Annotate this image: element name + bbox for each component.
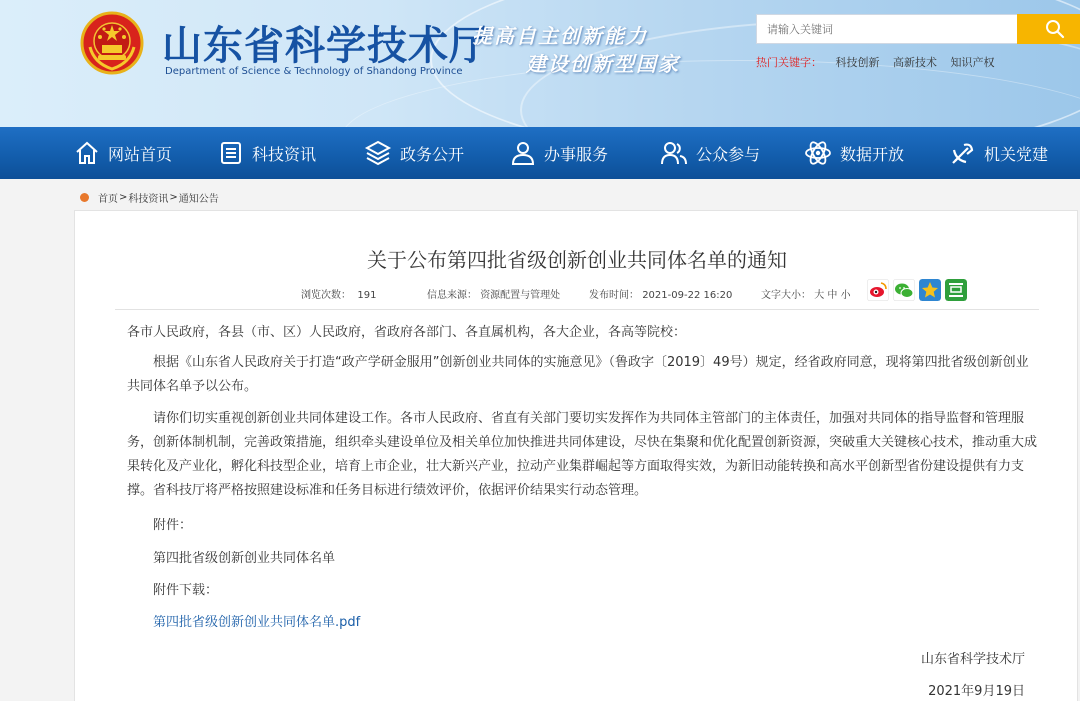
nav-item-party[interactable] [950,127,1048,179]
home-icon [74,140,100,166]
time-meta [589,286,732,301]
font-size-meta [761,286,851,301]
breadcrumb-separator: > [119,192,128,203]
hot-keywords-label: 热门关键字： [756,56,822,69]
national-emblem-icon [80,11,144,75]
time-value: 2021-09-22 16:20 [642,290,733,301]
hot-keyword-link[interactable]: 知识产权 [950,56,995,69]
breadcrumb-link-notices[interactable]: 通知公告 [178,194,219,205]
nav-item-news[interactable] [218,127,316,179]
source-value: 资源配置与管理处 [480,290,561,301]
slogan-line-2: 建设创新型国家 [526,52,680,76]
search-button[interactable] [1017,14,1080,44]
site-title: 山东省科学技术厅 [162,23,490,69]
news-icon [218,140,244,166]
atom-icon [804,139,832,167]
wechat-icon[interactable] [893,279,915,301]
font-size-label: 文字大小： [761,290,811,301]
attachment-download-link[interactable]: 第四批省级创新创业共同体名单.pdf [153,615,361,630]
douban-icon[interactable] [945,279,967,301]
attachment-name: 第四批省级创新创业共同体名单 [153,551,336,566]
qzone-icon[interactable] [919,279,941,301]
nav-label: 机关党建 [984,144,1049,164]
nav-item-services[interactable] [510,127,608,179]
nav-item-home[interactable] [74,127,172,179]
search-icon [1045,19,1065,39]
breadcrumb-link-home[interactable]: 首页 [98,194,118,205]
nav-label: 政务公开 [400,144,465,164]
nav-item-open-data[interactable] [804,127,904,179]
views-count: 191 [357,290,377,301]
search-input[interactable] [757,15,1017,43]
nav-label: 网站首页 [108,144,173,164]
nav-label: 数据开放 [840,144,905,164]
attachment-label: 附件： [153,518,193,533]
breadcrumb [80,190,219,205]
views-label: 浏览次数： [301,290,351,301]
salutation: 各市人民政府，各县（市、区）人民政府，省政府各部门、各直属机构，各大企业，各高等院校： [127,325,687,340]
people-icon [660,140,688,166]
breadcrumb-dot-icon [80,193,89,202]
slogan-line-1: 提高自主创新能力 [472,24,648,48]
divider [115,309,1039,310]
party-icon [950,140,976,166]
font-size-small[interactable]: 小 [840,290,851,301]
publish-date: 2021年9月19日 [928,684,1025,699]
font-size-large[interactable]: 大 [814,290,825,301]
site-subtitle: Department of Science & Technology of Shandong Province [165,66,463,77]
source-label: 信息来源： [427,290,477,301]
breadcrumb-link-news[interactable]: 科技资讯 [128,194,169,205]
user-icon [510,140,536,166]
article-panel [74,210,1078,701]
main-nav [0,127,1080,179]
signature: 山东省科学技术厅 [920,652,1025,667]
search-box [756,14,1018,44]
hot-keyword-link[interactable]: 高新技术 [893,56,937,69]
article-title: 关于公布第四批省级创新创业共同体名单的通知 [367,248,787,272]
nav-label: 科技资讯 [252,144,317,164]
site-header [0,0,1080,127]
nav-label: 公众参与 [696,144,761,164]
paragraph-1: 根据《山东省人民政府关于打造“政产学研金服用”创新创业共同体的实施意见》（鲁政字〔2019〕49号）规定，经省政府同意，现将第四批省级创新创业共同体名单予以公布。 [127,355,1029,394]
weibo-icon[interactable] [867,279,889,301]
nav-item-gov-affairs[interactable] [364,127,464,179]
paragraph-2: 请你们切实重视创新创业共同体建设工作。各市人民政府、省直有关部门要切实发挥作为共同体主管部门的主体责任，加强对共同体的指导监督和管理服务，创新体制机制，完善政策措施，组织牵头建设单位及相关单位加快推进共同体建设，尽快在集聚和优化配置创新资源，突破重大关键核心技术，推动重大成果转化及产业化，孵化科技型企业，培育上市企业，壮大新兴产业，拉动产业集群崛起等方面取得实效，为新旧动能转换和高水平创新型省份建设提供有力支撑。省科技厅将严格按照建设标准和任务目标进行绩效评价，依据评价结果实行动态管理。 [127,411,1038,498]
nav-label: 办事服务 [544,144,609,164]
time-label: 发布时间： [589,290,639,301]
views-meta [301,286,376,301]
nav-item-participation[interactable] [660,127,760,179]
download-label: 附件下载： [153,583,219,598]
breadcrumb-separator: > [169,192,178,203]
layers-icon [364,139,392,167]
hot-keywords [756,54,995,70]
source-meta [427,286,560,301]
font-size-medium[interactable]: 中 [827,290,838,301]
hot-keyword-link[interactable]: 科技创新 [835,56,880,69]
